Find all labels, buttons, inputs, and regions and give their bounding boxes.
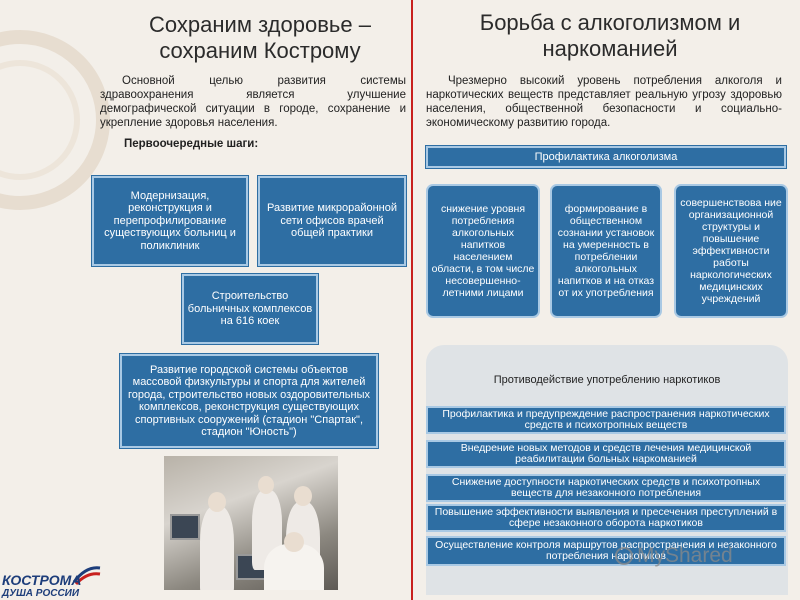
step-box-hospital-construction: Строительство больничных комплексов на 616 коек <box>182 274 318 344</box>
myshared-watermark <box>615 538 790 574</box>
drugs-header: Противодействие употреблению наркотиков <box>493 374 721 386</box>
right-title-line2: наркоманией <box>542 36 678 61</box>
step-box-sports-development: Развитие городской системы объектов массовой физкультуры и спорта для жителей города, строительство новых оздоровительных комплексов, реконструкция существующих спортивных сооружений (стадион "Спартак", стадион "Юность") <box>120 354 378 448</box>
alcohol-item-structure: совершенствова ние организационной структуры и повышение эффективности работы наркологических медицинских учреждений <box>674 184 788 318</box>
step-box-modernization: Модернизация, реконструкция и перепрофилирование существующих больниц и поликлиник <box>92 176 248 266</box>
left-title-line1: Сохраним здоровье – <box>149 12 371 37</box>
left-title <box>120 12 400 64</box>
alcohol-prevention-header: Профилактика алкоголизма <box>426 146 786 168</box>
drugs-item-availability: Снижение доступности наркотических средств и психотропных веществ для незаконного потребления <box>426 474 786 502</box>
drugs-item-enforcement: Повышение эффективности выявления и пресечения преступлений в сфере незаконного оборота наркотиков <box>426 504 786 532</box>
medical-staff-photo <box>164 456 338 590</box>
right-title-line1: Борьба с алкоголизмом и <box>479 10 741 35</box>
alcohol-item-consumption: снижение уровня потребления алкогольных напитков населением области, в том числе несовершенно-летними лицами <box>426 184 540 318</box>
watermark-text: MyShared <box>637 544 733 567</box>
drugs-item-route-control: Осуществление контроля маршрутов распространения и незаконного потребления наркотиков <box>426 536 786 566</box>
right-title <box>430 10 790 62</box>
left-intro-text: Основной целью развития системы здравоохранения является улучшение демографической ситуации в городе, сохранение и укрепление здоровья населения. <box>100 75 406 129</box>
watermark-icon <box>615 547 633 565</box>
kostroma-logo <box>0 558 104 600</box>
drugs-item-prevention: Профилактика и предупреждение распространения наркотических средств и психотропных веществ <box>426 406 786 434</box>
step-box-gp-network: Развитие микрорайонной сети офисов врачей общей практики <box>258 176 406 266</box>
right-intro-text: Чрезмерно высокий уровень потребления алкоголя и наркотических веществ представляет реальную угрозу здоровью населения, общественной безопасности и социально-экономическому развитию города. <box>426 75 782 129</box>
logo-line1: КОСТРОМА <box>2 572 82 588</box>
red-divider-line <box>411 0 413 600</box>
steps-heading: Первоочередные шаги: <box>124 138 259 150</box>
logo-line2: ДУША РОССИИ <box>2 588 80 599</box>
alcohol-item-awareness: формирование в общественном сознании установок на умеренность в потреблении алкогольных напитков и на отказ от их употребления <box>550 184 662 318</box>
drugs-item-treatment: Внедрение новых методов и средств лечения медицинской реабилитации больных наркоманией <box>426 440 786 468</box>
left-title-line2: сохраним Кострому <box>159 38 361 63</box>
